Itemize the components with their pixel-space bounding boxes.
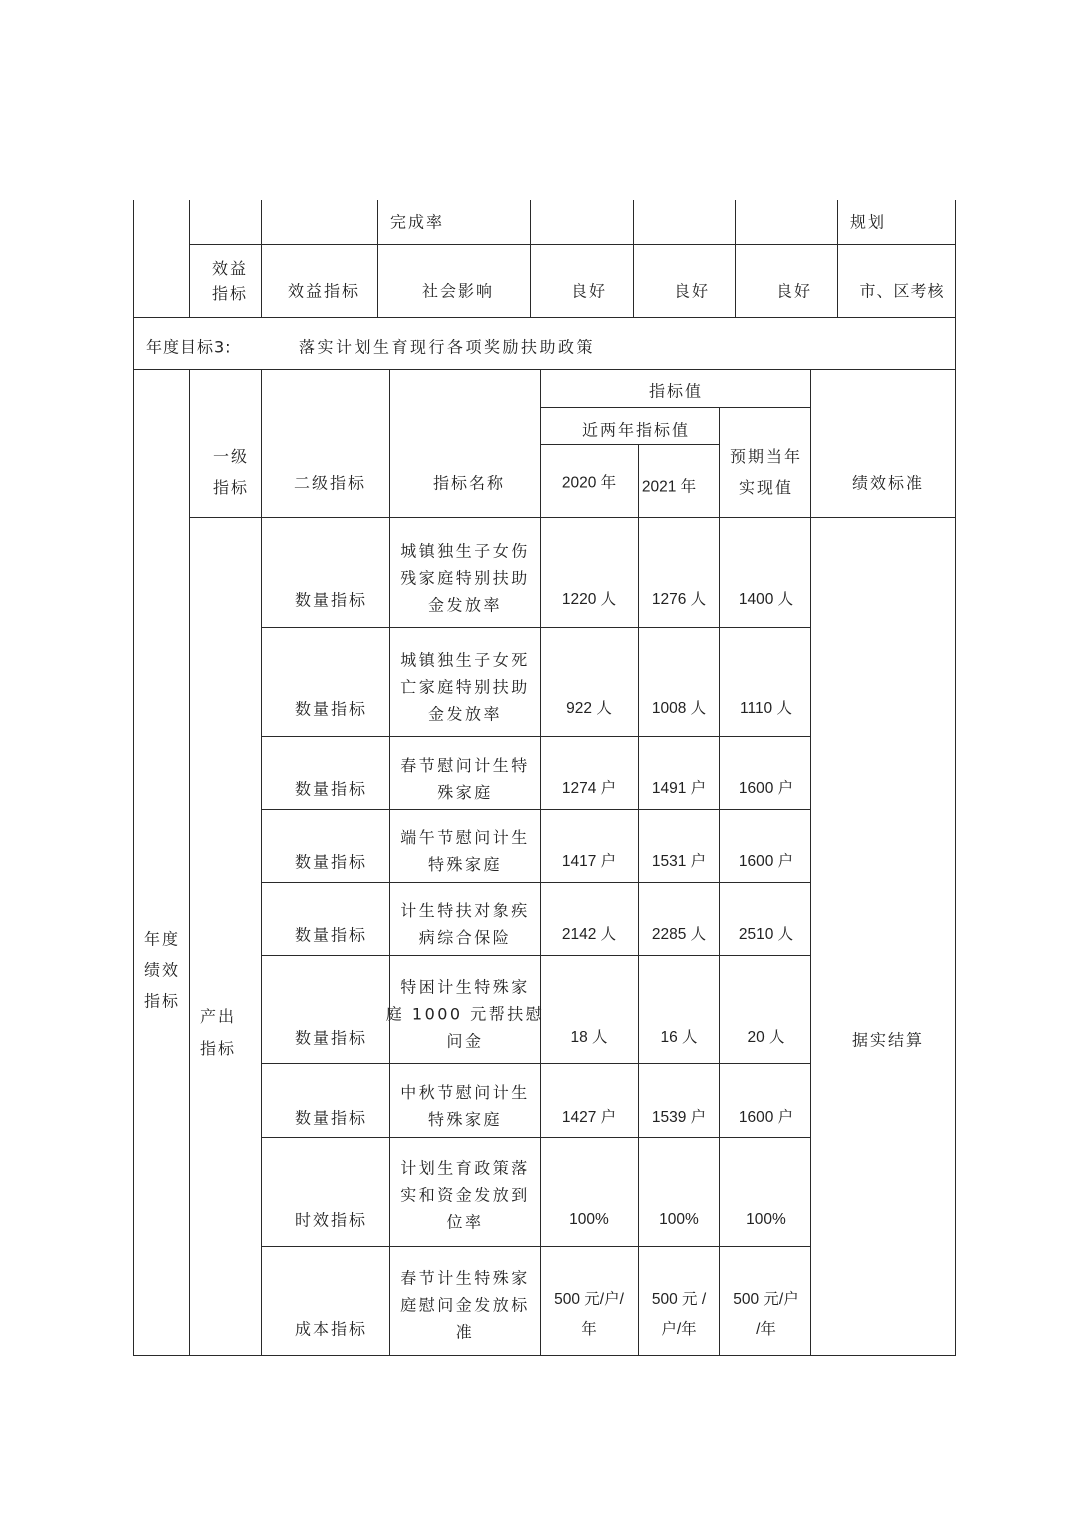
row-value-expected: 20 人 <box>747 1029 785 1046</box>
grid-line <box>540 444 720 445</box>
row-value-expected: 2510 人 <box>738 926 794 943</box>
row-indicator-name: 计划生育政策落 实和资金发放到 位率 <box>400 1158 530 1232</box>
row-value-2020: 500 元/户/ 年 <box>554 1291 624 1338</box>
goal-label: 年度目标3: <box>146 337 232 357</box>
header-indicator-value: 指标值 <box>648 381 704 401</box>
row-value-2020: 2142 人 <box>561 926 617 943</box>
grid-line <box>261 955 811 956</box>
grid-line <box>261 627 811 628</box>
row-value-2021: 2285 人 <box>651 926 707 943</box>
header-2021: 2021 年 <box>641 478 697 496</box>
indicator-social-impact: 社会影响 <box>421 281 495 301</box>
row-level2-indicator: 成本指标 <box>294 1319 368 1339</box>
row-level2-indicator: 数量指标 <box>294 1108 368 1128</box>
row-level2-indicator: 数量指标 <box>294 925 368 945</box>
header-performance-standard: 绩效标准 <box>851 473 925 493</box>
row-value-2021: 500 元 / 户/年 <box>651 1291 707 1338</box>
header-level2: 二级指标 <box>293 473 367 493</box>
row-value-2020: 922 人 <box>566 700 612 717</box>
row-indicator-name: 特困计生特殊家 庭 1000 元帮扶慰 问金 <box>385 977 545 1051</box>
row-value-expected: 1600 户 <box>738 1109 794 1126</box>
row-value-2021: 1531 户 <box>651 853 707 870</box>
value-2021-benefit: 良好 <box>673 281 711 301</box>
row-value-expected: 1400 人 <box>738 591 794 608</box>
level1-benefit: 效益 指标 <box>211 259 249 303</box>
row-indicator-name: 春节慰问计生特 殊家庭 <box>400 756 530 802</box>
category-output: 产出 指标 <box>199 1007 237 1058</box>
header-recent-two-years: 近两年指标值 <box>581 420 691 440</box>
goal-text: 落实计划生育现行各项奖励扶助政策 <box>299 337 596 357</box>
row-indicator-name: 城镇独生子女死 亡家庭特别扶助 金发放率 <box>400 650 530 724</box>
table-border-left <box>133 200 134 1356</box>
level2-benefit: 效益指标 <box>287 281 361 301</box>
row-level2-indicator: 数量指标 <box>294 1028 368 1048</box>
row-value-2020: 18 人 <box>570 1029 608 1046</box>
row-value-2021: 16 人 <box>660 1029 698 1046</box>
row-level2-indicator: 数量指标 <box>294 699 368 719</box>
row-level2-indicator: 数量指标 <box>294 852 368 872</box>
grid-line <box>133 369 956 370</box>
standard-settlement: 据实结算 <box>851 1030 925 1050</box>
table-border-right <box>955 200 956 1356</box>
row-level2-indicator: 数量指标 <box>294 779 368 799</box>
row-value-2021: 1539 户 <box>651 1109 707 1126</box>
row-indicator-name: 端午节慰问计生 特殊家庭 <box>400 828 530 874</box>
value-2020-benefit: 良好 <box>570 281 608 301</box>
row-indicator-name: 中秋节慰问计生 特殊家庭 <box>400 1083 530 1129</box>
category-annual-performance: 年度 绩效 指标 <box>143 929 181 1011</box>
row-value-2020: 100% <box>569 1211 609 1228</box>
grid-line <box>189 200 190 318</box>
header-2020: 2020 年 <box>561 474 617 492</box>
row-value-expected: 100% <box>746 1211 786 1228</box>
row-value-2020: 1417 户 <box>561 853 617 870</box>
grid-line <box>261 809 811 810</box>
grid-line <box>837 200 838 318</box>
row-value-2021: 1008 人 <box>651 700 707 717</box>
grid-line <box>377 200 378 318</box>
row-indicator-name: 城镇独生子女伤 残家庭特别扶助 金发放率 <box>400 541 530 615</box>
grid-line <box>735 200 736 318</box>
grid-line <box>133 317 956 318</box>
header-expected: 预期当年 实现值 <box>729 447 803 497</box>
grid-line <box>261 1137 811 1138</box>
row-value-2020: 1427 户 <box>561 1109 617 1126</box>
grid-line <box>633 200 634 318</box>
grid-line <box>189 517 956 518</box>
row-level2-indicator: 时效指标 <box>294 1210 368 1230</box>
row-indicator-name: 计生特扶对象疾 病综合保险 <box>400 901 530 947</box>
row-level2-indicator: 数量指标 <box>294 590 368 610</box>
grid-line <box>540 407 811 408</box>
row-indicator-name: 春节计生特殊家 庭慰问金发放标 准 <box>400 1268 530 1342</box>
header-indicator-name: 指标名称 <box>432 473 506 493</box>
row-value-expected: 1600 户 <box>738 853 794 870</box>
grid-line <box>261 200 262 318</box>
grid-line <box>261 1246 811 1247</box>
table-border-bottom <box>133 1355 956 1356</box>
indicator-completion-rate: 完成率 <box>390 212 445 232</box>
row-value-2020: 1274 户 <box>561 780 617 797</box>
header-level1: 一级 指标 <box>212 447 250 497</box>
grid-line <box>261 736 811 737</box>
row-value-2021: 1276 人 <box>651 591 707 608</box>
row-value-expected: 1600 户 <box>738 780 794 797</box>
row-value-2021: 1491 户 <box>651 780 707 797</box>
standard-assessment: 市、区考核 <box>859 281 945 301</box>
value-expected-benefit: 良好 <box>775 281 813 301</box>
grid-line <box>261 882 811 883</box>
row-value-expected: 500 元/户 /年 <box>733 1291 799 1338</box>
standard-plan: 规划 <box>850 212 887 232</box>
grid-line <box>189 244 956 245</box>
row-value-2021: 100% <box>659 1211 699 1228</box>
row-value-expected: 1110 人 <box>740 700 792 717</box>
row-value-2020: 1220 人 <box>561 591 617 608</box>
grid-line <box>638 444 639 1356</box>
grid-line <box>530 200 531 318</box>
grid-line <box>261 1063 811 1064</box>
